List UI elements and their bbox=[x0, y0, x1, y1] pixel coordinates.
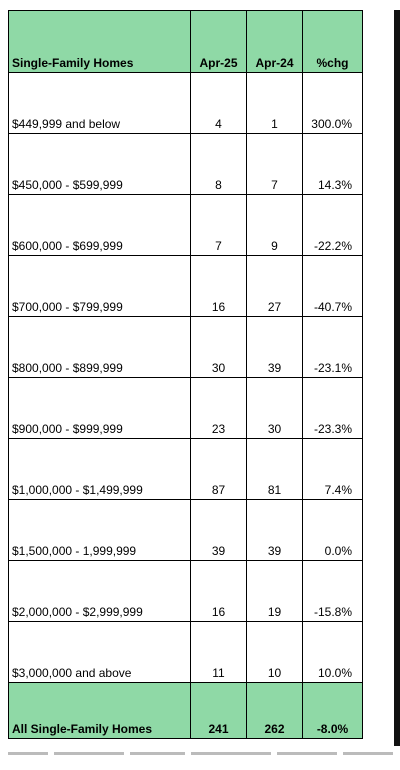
table-row bbox=[9, 134, 363, 195]
pct-change-cell: 14.3% bbox=[303, 134, 363, 195]
pct-change-cell: -22.2% bbox=[303, 195, 363, 256]
apr-25-cell: 16 bbox=[191, 561, 247, 622]
sales-by-price-table bbox=[8, 10, 363, 739]
price-range-cell: $449,999 and below bbox=[9, 73, 191, 134]
apr-25-cell: 23 bbox=[191, 378, 247, 439]
price-range-cell: $1,500,000 - 1,999,999 bbox=[9, 500, 191, 561]
header-apr-24: Apr-24 bbox=[247, 11, 303, 73]
price-range-cell: $2,000,000 - $2,999,999 bbox=[9, 561, 191, 622]
pct-change-cell: 10.0% bbox=[303, 622, 363, 683]
total-label: All Single-Family Homes bbox=[9, 683, 191, 739]
apr-24-cell: 10 bbox=[247, 622, 303, 683]
price-range-cell: $3,000,000 and above bbox=[9, 622, 191, 683]
table-row bbox=[9, 622, 363, 683]
pct-change-cell: -40.7% bbox=[303, 256, 363, 317]
header-apr-25: Apr-25 bbox=[191, 11, 247, 73]
total-apr-25: 241 bbox=[191, 683, 247, 739]
pct-change-cell: 300.0% bbox=[303, 73, 363, 134]
table-row bbox=[9, 195, 363, 256]
header-pct-change: %chg bbox=[303, 11, 363, 73]
right-edge-border bbox=[394, 10, 400, 746]
table-row bbox=[9, 500, 363, 561]
pct-change-cell: 0.0% bbox=[303, 500, 363, 561]
apr-25-cell: 11 bbox=[191, 622, 247, 683]
apr-24-cell: 27 bbox=[247, 256, 303, 317]
apr-24-cell: 19 bbox=[247, 561, 303, 622]
pct-change-cell: -23.1% bbox=[303, 317, 363, 378]
pct-change-cell: -23.3% bbox=[303, 378, 363, 439]
price-range-cell: $800,000 - $899,999 bbox=[9, 317, 191, 378]
table-row bbox=[9, 439, 363, 500]
price-range-cell: $450,000 - $599,999 bbox=[9, 134, 191, 195]
table-header-row bbox=[9, 11, 363, 73]
price-range-cell: $700,000 - $799,999 bbox=[9, 256, 191, 317]
total-apr-24: 262 bbox=[247, 683, 303, 739]
cropped-footnote-text bbox=[8, 752, 400, 758]
table-row bbox=[9, 378, 363, 439]
apr-25-cell: 87 bbox=[191, 439, 247, 500]
price-range-cell: $1,000,000 - $1,499,999 bbox=[9, 439, 191, 500]
pct-change-cell: -15.8% bbox=[303, 561, 363, 622]
apr-25-cell: 8 bbox=[191, 134, 247, 195]
total-pct-change: -8.0% bbox=[303, 683, 363, 739]
apr-25-cell: 4 bbox=[191, 73, 247, 134]
apr-25-cell: 16 bbox=[191, 256, 247, 317]
table-row bbox=[9, 561, 363, 622]
price-range-cell: $900,000 - $999,999 bbox=[9, 378, 191, 439]
total-row bbox=[9, 683, 363, 739]
apr-24-cell: 39 bbox=[247, 500, 303, 561]
header-category: Single-Family Homes bbox=[9, 11, 191, 73]
apr-24-cell: 39 bbox=[247, 317, 303, 378]
table-row bbox=[9, 256, 363, 317]
pct-change-cell: 7.4% bbox=[303, 439, 363, 500]
table-row bbox=[9, 317, 363, 378]
apr-24-cell: 1 bbox=[247, 73, 303, 134]
apr-25-cell: 39 bbox=[191, 500, 247, 561]
apr-24-cell: 81 bbox=[247, 439, 303, 500]
price-range-cell: $600,000 - $699,999 bbox=[9, 195, 191, 256]
apr-24-cell: 9 bbox=[247, 195, 303, 256]
apr-25-cell: 7 bbox=[191, 195, 247, 256]
apr-24-cell: 7 bbox=[247, 134, 303, 195]
apr-25-cell: 30 bbox=[191, 317, 247, 378]
table-row bbox=[9, 73, 363, 134]
apr-24-cell: 30 bbox=[247, 378, 303, 439]
